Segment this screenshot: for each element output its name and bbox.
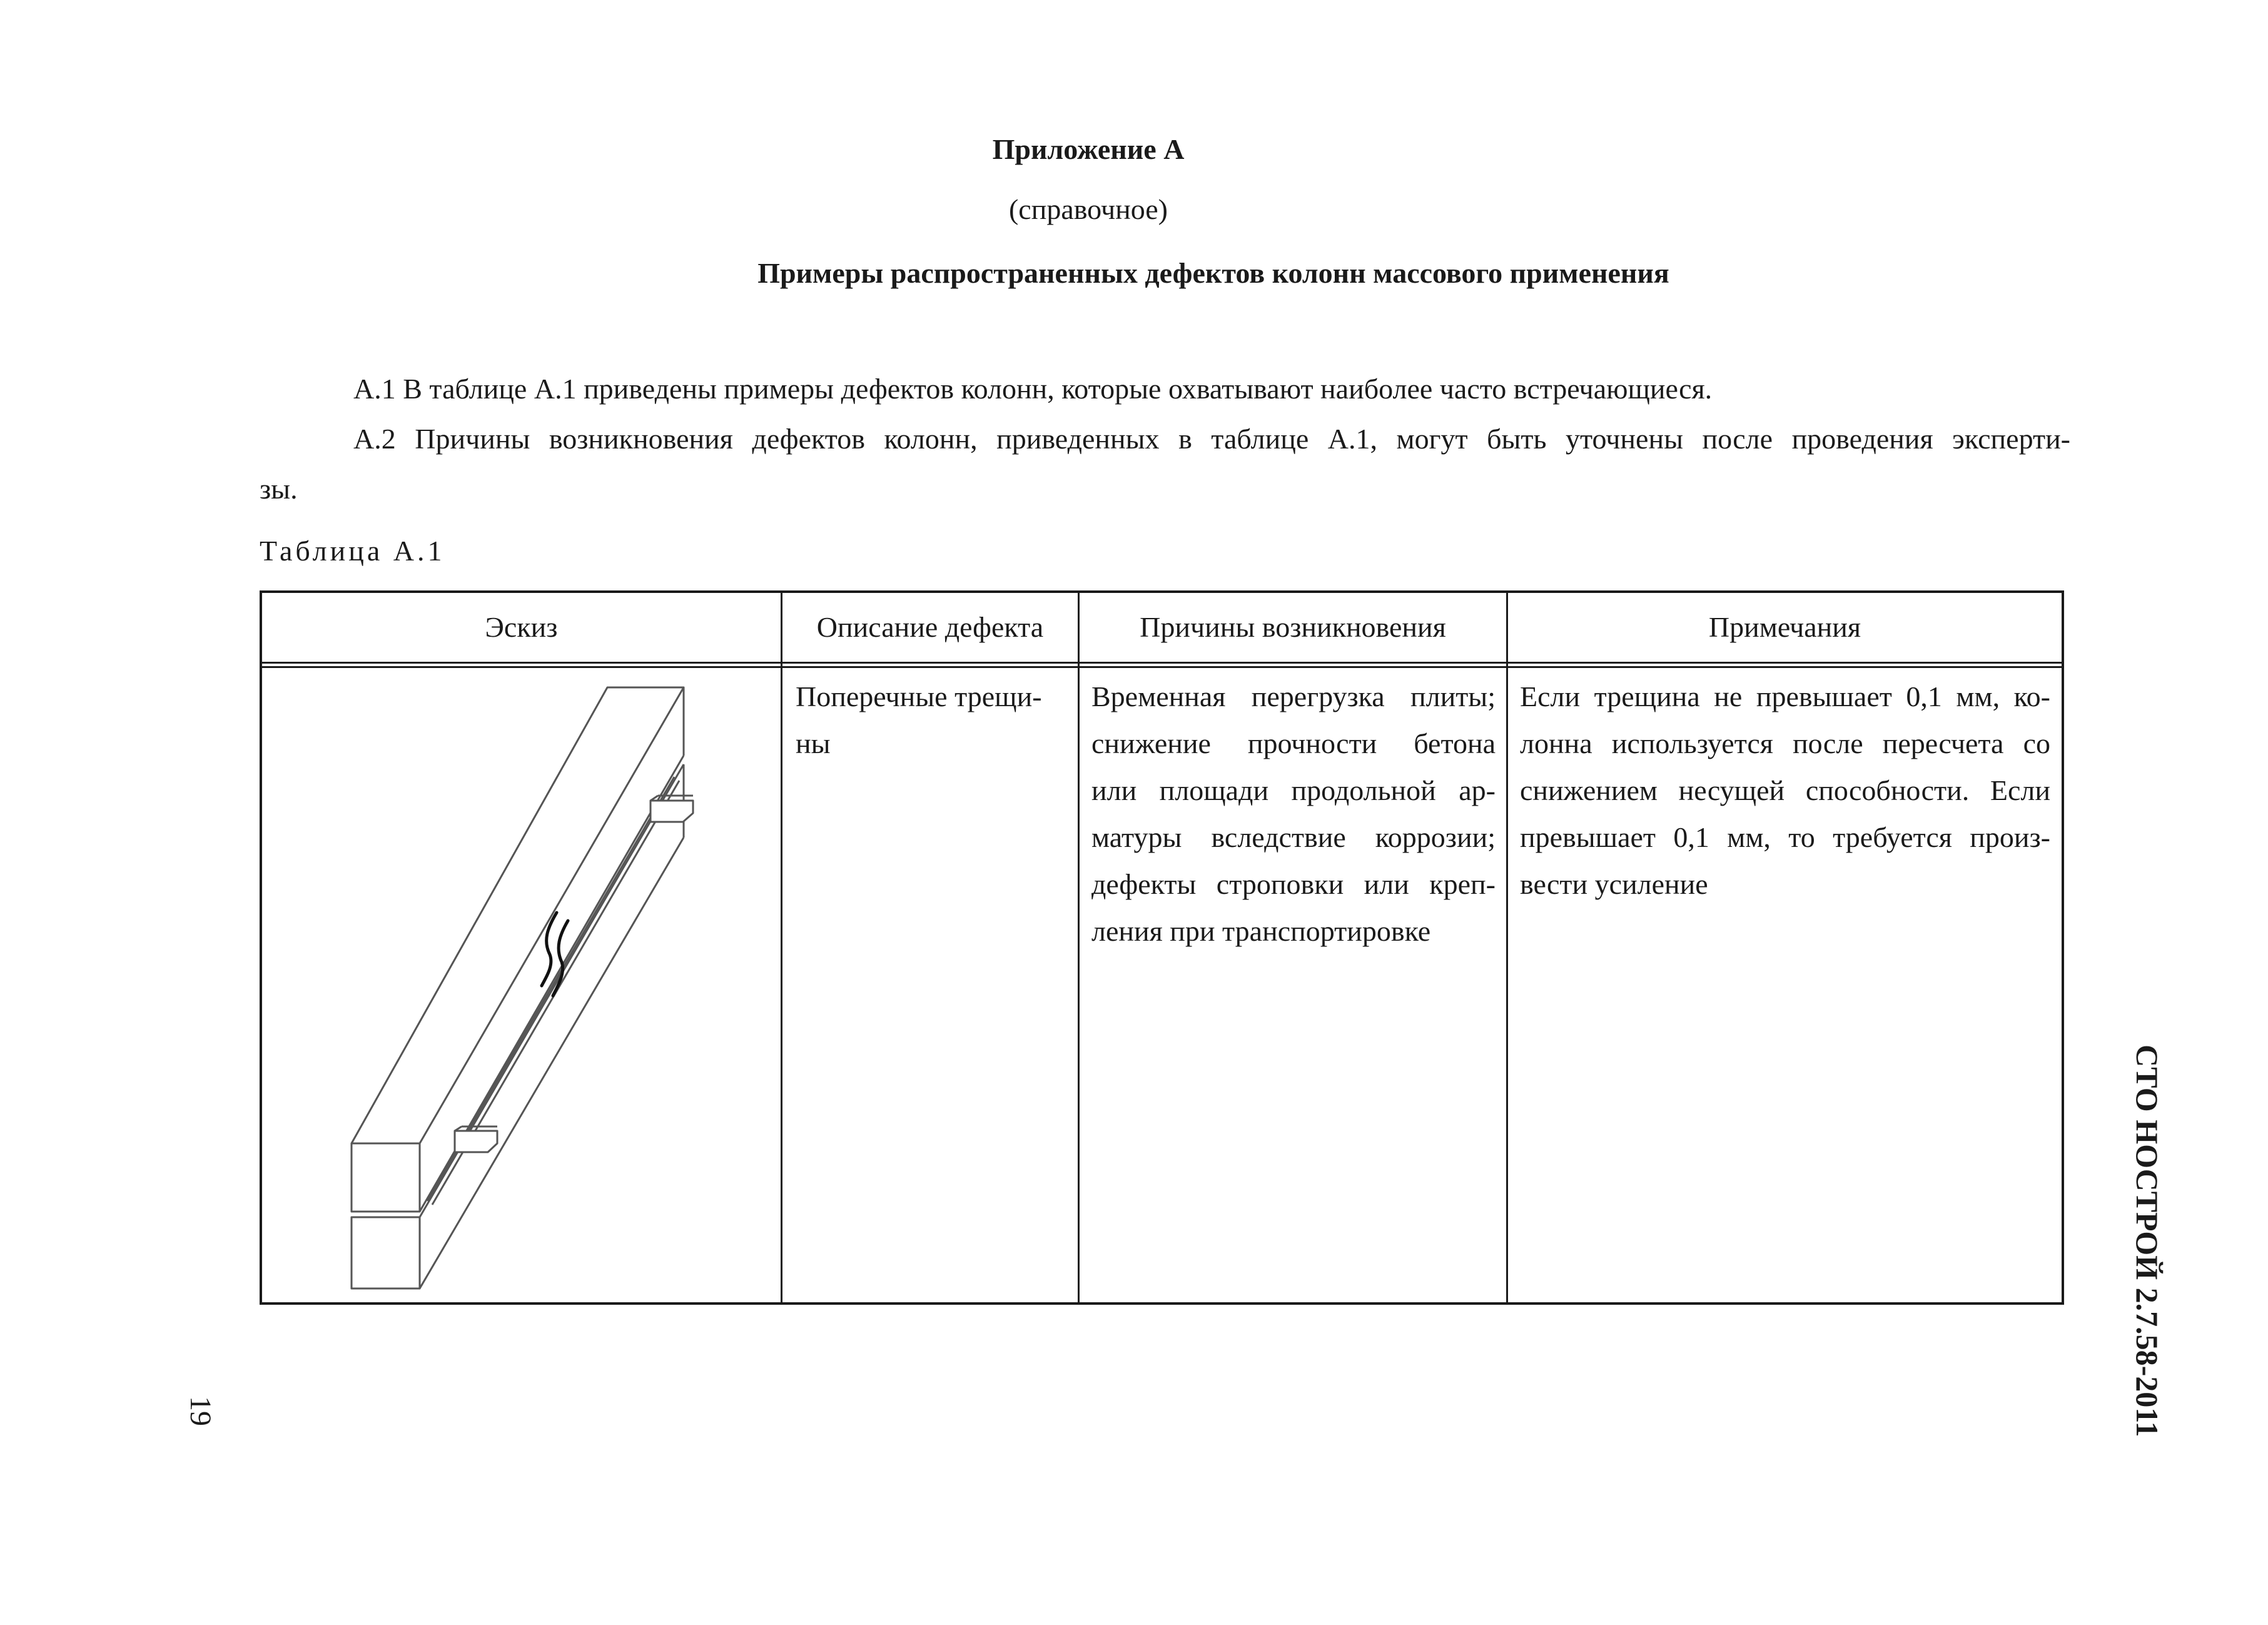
description-line: Поперечные трещи- [796, 681, 1042, 712]
causes-line: дефекты строповки или креп- [1091, 868, 1496, 900]
table-caption: Таблица А.1 [260, 535, 445, 567]
appendix-title: Приложение А [992, 133, 1185, 165]
causes-line: Временная перегрузка плиты; [1091, 681, 1496, 712]
causes-line: матуры вследствие коррозии; [1091, 821, 1496, 853]
column-divider [781, 590, 782, 1305]
row1-notes [1520, 673, 2050, 908]
header-notes: Примечания [1708, 610, 1861, 643]
paragraph-a1: А.1 В таблице А.1 приведены примеры дефектов колонн, которые охватывают наиболее часто встречающиеся. [353, 373, 1713, 405]
paragraph-a2: А.2 Причины возникновения дефектов колонн, приведенных в таблице А.1, могут быть уточнены после проведения эксперти- [353, 423, 2070, 455]
row1-causes [1091, 673, 1496, 954]
notes-line: лонна используется после пересчета со [1520, 727, 2050, 759]
description-line: ны [796, 727, 831, 759]
page-number: 19 [184, 1396, 217, 1426]
causes-line: ления при транспортировке [1091, 915, 1431, 947]
causes-line: снижение прочности бетона [1091, 727, 1496, 759]
causes-line: или площади продольной ар- [1091, 774, 1496, 806]
column-divider [1078, 590, 1080, 1305]
document-code-label: СТО НОСТРОЙ 2.7.58-2011 [2130, 1045, 2165, 1437]
notes-line: Если трещина не превышает 0,1 мм, ко- [1520, 681, 2050, 712]
notes-line: вести усиление [1520, 868, 1708, 900]
column-divider [1506, 590, 1508, 1305]
appendix-type: (справочное) [1008, 193, 1168, 225]
notes-line: превышает 0,1 мм, то требуется произ- [1520, 821, 2050, 853]
notes-line: снижением несущей способности. Если [1520, 774, 2050, 806]
section-title: Примеры распространенных дефектов колонн массового применения [757, 257, 1669, 289]
column-sketch-image [263, 666, 776, 1297]
paragraph-a2-continuation: зы. [260, 473, 298, 505]
header-sketch: Эскиз [485, 610, 558, 643]
header-causes: Причины возникновения [1140, 610, 1446, 643]
row1-description [796, 673, 1065, 767]
header-description: Описание дефекта [816, 610, 1044, 643]
